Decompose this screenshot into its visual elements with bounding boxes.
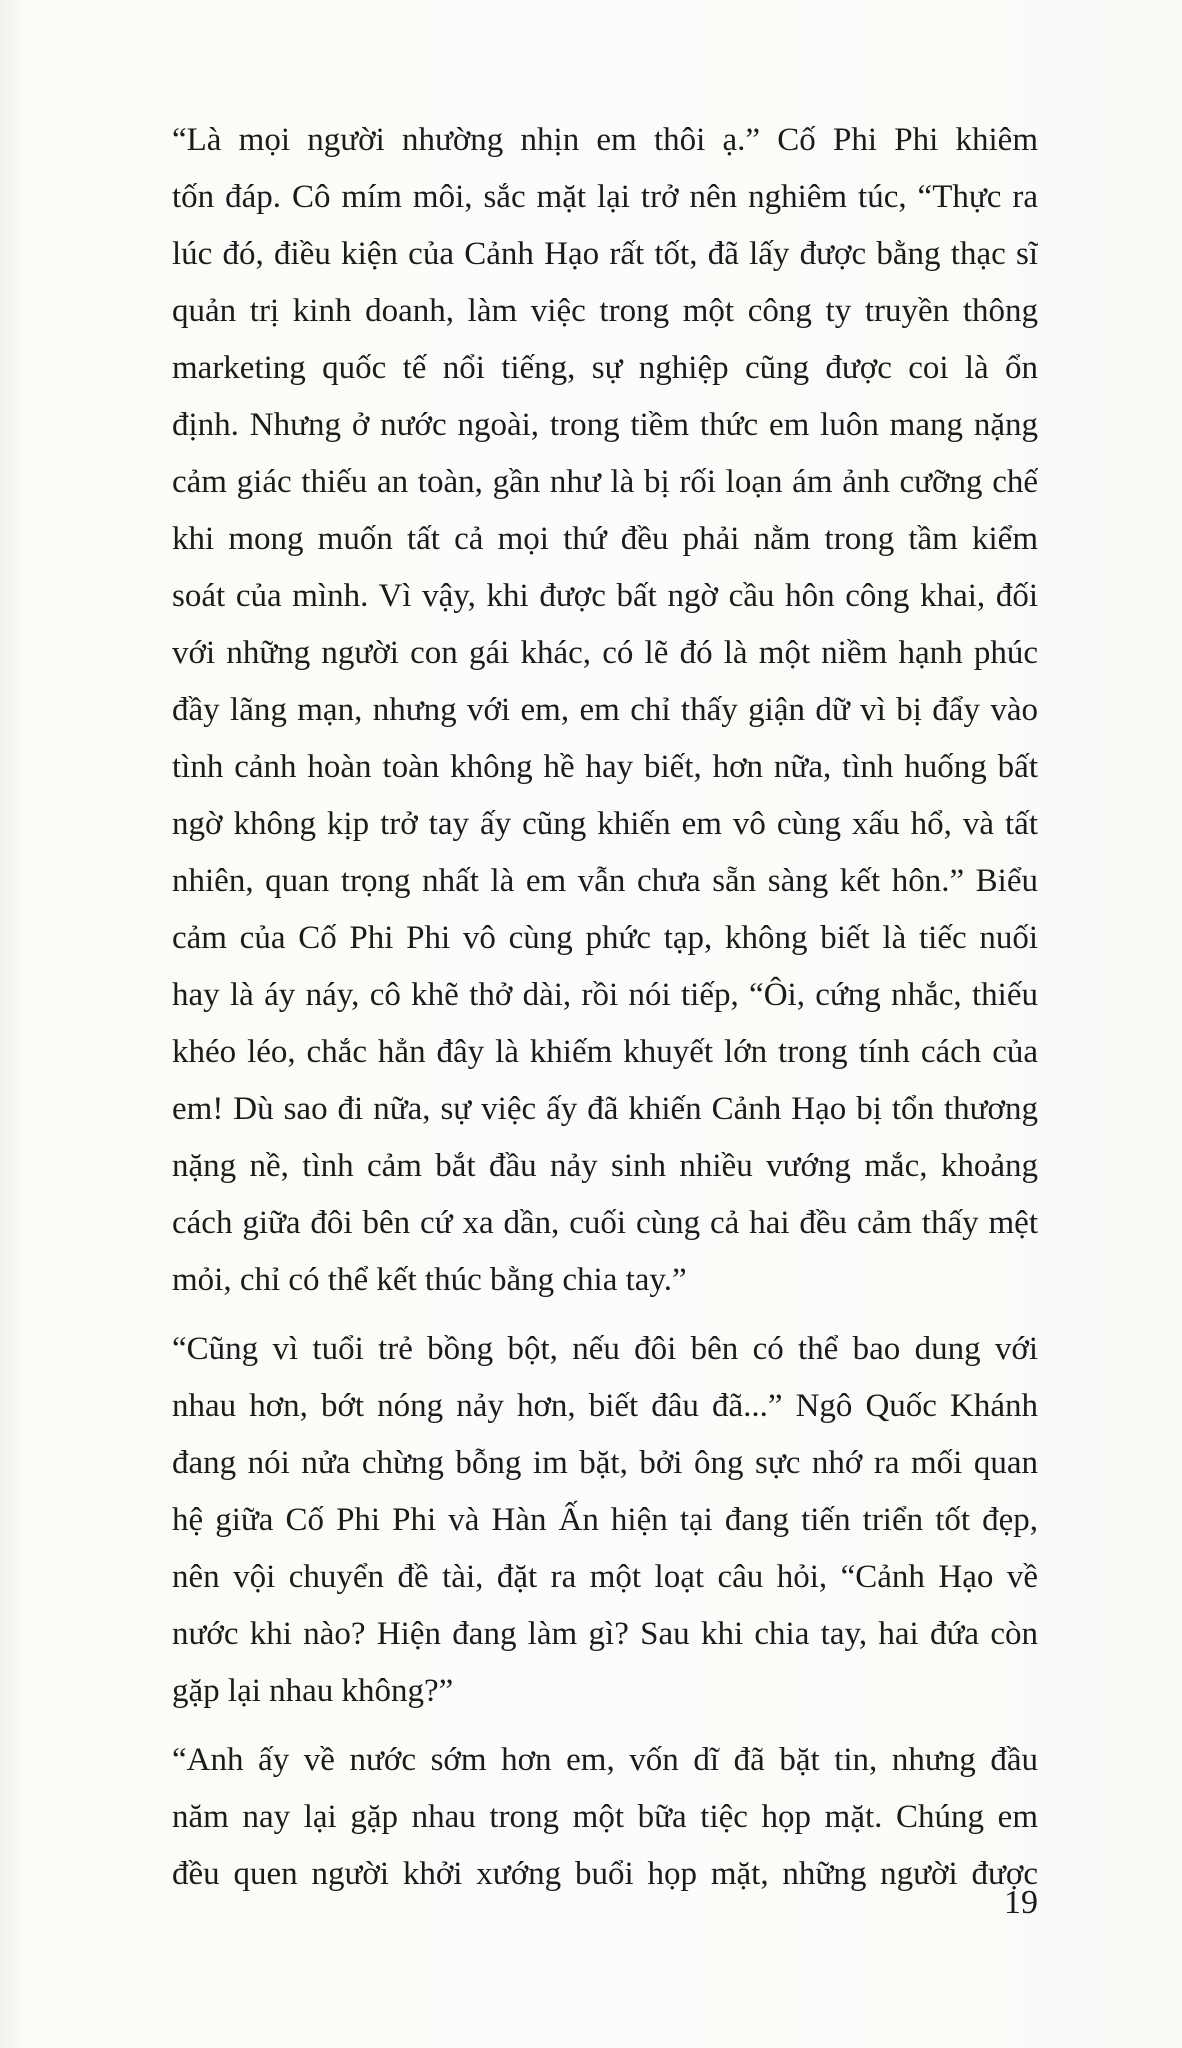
text-line: soát của mình. Vì vậy, khi được bất ngờ cầu hôn công khai, đối [172, 578, 1038, 614]
paragraph-gap [172, 1720, 1038, 1732]
text-line: nước khi nào? Hiện đang làm gì? Sau khi chia tay, hai đứa còn [172, 1616, 1038, 1652]
text-line: cách giữa đôi bên cứ xa dần, cuối cùng cả hai đều cảm thấy mệt [172, 1205, 1038, 1241]
text-line: tốn đáp. Cô mím môi, sắc mặt lại trở nên nghiêm túc, “Thực ra [172, 179, 1038, 215]
text-line: đều quen người khởi xướng buổi họp mặt, những người được [172, 1856, 1038, 1892]
text-line: cảm của Cố Phi Phi vô cùng phức tạp, không biết là tiếc nuối [172, 920, 1038, 956]
text-line: khéo léo, chắc hẳn đây là khiếm khuyết lớn trong tính cách của [172, 1034, 1038, 1070]
page-number: 19 [1004, 1884, 1038, 1921]
text-line: “Anh ấy về nước sớm hơn em, vốn dĩ đã bặt tin, nhưng đầu [172, 1742, 1038, 1778]
paragraph-gap [172, 1309, 1038, 1321]
text-line: nhiên, quan trọng nhất là em vẫn chưa sẵn sàng kết hôn.” Biểu [172, 863, 1038, 899]
text-line: hay là áy náy, cô khẽ thở dài, rồi nói tiếp, “Ôi, cứng nhắc, thiếu [172, 977, 1038, 1013]
text-line: với những người con gái khác, có lẽ đó là một niềm hạnh phúc [172, 635, 1038, 671]
paragraph-1 [172, 112, 1038, 1309]
text-line: nhau hơn, bớt nóng nảy hơn, biết đâu đã...” Ngô Quốc Khánh [172, 1388, 1038, 1424]
text-line: “Cũng vì tuổi trẻ bồng bột, nếu đôi bên có thể bao dung với [172, 1331, 1038, 1367]
text-line: cảm giác thiếu an toàn, gần như là bị rối loạn ám ảnh cưỡng chế [172, 464, 1038, 500]
text-line: đang nói nửa chừng bỗng im bặt, bởi ông sực nhớ ra mối quan [172, 1445, 1038, 1481]
text-line: nên vội chuyển đề tài, đặt ra một loạt câu hỏi, “Cảnh Hạo về [172, 1559, 1038, 1595]
text-line: định. Nhưng ở nước ngoài, trong tiềm thức em luôn mang nặng [172, 407, 1038, 443]
body-text [172, 112, 1038, 1903]
text-line: khi mong muốn tất cả mọi thứ đều phải nằm trong tầm kiểm [172, 521, 1038, 557]
text-line: gặp lại nhau không?” [172, 1673, 454, 1709]
paragraph-3 [172, 1732, 1038, 1903]
text-line: hệ giữa Cố Phi Phi và Hàn Ấn hiện tại đang tiến triển tốt đẹp, [172, 1502, 1038, 1538]
text-line: marketing quốc tế nổi tiếng, sự nghiệp cũng được coi là ổn [172, 350, 1038, 386]
text-line: nặng nề, tình cảm bắt đầu nảy sinh nhiều vướng mắc, khoảng [172, 1148, 1038, 1184]
paragraph-2 [172, 1321, 1038, 1720]
text-line: “Là mọi người nhường nhịn em thôi ạ.” Cố Phi Phi khiêm [172, 122, 1038, 158]
text-line: em! Dù sao đi nữa, sự việc ấy đã khiến Cảnh Hạo bị tổn thương [172, 1091, 1038, 1127]
text-line: quản trị kinh doanh, làm việc trong một công ty truyền thông [172, 293, 1038, 329]
text-line: đầy lãng mạn, nhưng với em, em chỉ thấy giận dữ vì bị đẩy vào [172, 692, 1038, 728]
text-line: tình cảnh hoàn toàn không hề hay biết, hơn nữa, tình huống bất [172, 749, 1038, 785]
text-line: năm nay lại gặp nhau trong một bữa tiệc họp mặt. Chúng em [172, 1799, 1038, 1835]
text-line: lúc đó, điều kiện của Cảnh Hạo rất tốt, đã lấy được bằng thạc sĩ [172, 236, 1038, 272]
text-line: mỏi, chỉ có thể kết thúc bằng chia tay.” [172, 1262, 687, 1298]
text-line: ngờ không kịp trở tay ấy cũng khiến em vô cùng xấu hổ, và tất [172, 806, 1038, 842]
